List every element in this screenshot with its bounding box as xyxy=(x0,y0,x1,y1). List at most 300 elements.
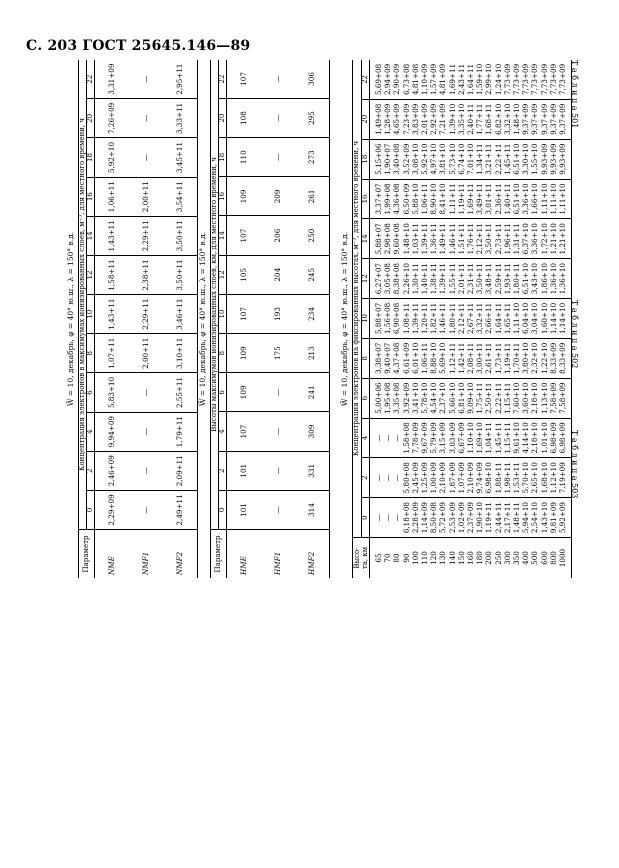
table-cell: 1,60+10 xyxy=(539,302,549,335)
table-cell: 2,46+09 xyxy=(95,451,130,490)
table-cell: 6,27+07 xyxy=(374,263,383,295)
param-name: HME xyxy=(227,530,262,579)
table-row xyxy=(95,60,130,578)
hour-header: 16 xyxy=(87,177,95,216)
table-cell: 101 xyxy=(227,490,262,529)
table-cell: — xyxy=(261,98,295,137)
table-cell: 1,58+11 xyxy=(95,255,130,294)
hour-header: 18 xyxy=(361,139,370,179)
table-cell: 1,98+11 xyxy=(502,462,512,494)
table-cell: 1,08+11 xyxy=(401,302,411,335)
table-cell: 1,38+11 xyxy=(429,263,439,295)
table-cell: 1,00+09 xyxy=(429,462,439,494)
table-cell: 1,21+10 xyxy=(558,223,568,255)
table-cell: 109 xyxy=(227,373,262,412)
table-503-caption: Концентрация электронов на фиксированных высотах, м⁻³, для местного времени, ч xyxy=(353,60,362,538)
table-cell: 6,73+08 xyxy=(401,63,411,96)
table-cell: 109 xyxy=(227,177,262,216)
table-cell: 2,26+10 xyxy=(401,263,411,295)
table-cell: 2,28+09 xyxy=(410,502,420,534)
table-cell: 314 xyxy=(295,490,330,529)
hour-header: 10 xyxy=(219,294,227,333)
table-cell: 6,37+10 xyxy=(521,223,531,255)
table-cell: 107 xyxy=(227,412,262,451)
table-cell: 3,41+10 xyxy=(410,382,420,414)
table-cell: 1,48+11 xyxy=(512,502,522,534)
table-cell: 1,76+11 xyxy=(466,223,476,255)
table-cell: 3,32+11 xyxy=(475,302,485,335)
table-cell: 5,78+10 xyxy=(420,382,430,414)
table-cell: 3,52+09 xyxy=(401,143,411,175)
table-cell: 2,53+09 xyxy=(447,502,457,534)
table-cell: 4,65+09 xyxy=(392,103,402,135)
table-cell: 1,86+10 xyxy=(539,263,549,295)
height-value: 1000 xyxy=(558,548,568,568)
value-column xyxy=(370,378,572,418)
table-row xyxy=(163,60,198,578)
hour-header: 10 xyxy=(87,295,95,334)
table-cell: 5,73+10 xyxy=(447,143,457,175)
table-cell: 1,36+11 xyxy=(429,223,439,255)
table-cell: 101 xyxy=(227,451,262,490)
hour-header: 2 xyxy=(361,458,370,498)
table-cell: 3,40+08 xyxy=(392,143,402,175)
table-cell: 3,01+11 xyxy=(484,183,494,215)
table-cell: 8,38+08 xyxy=(392,263,402,295)
table-cell: 3,33+11 xyxy=(163,99,198,138)
table-cell: 2,90+09 xyxy=(392,63,402,96)
table-cell: 2,73+11 xyxy=(493,223,503,255)
table-cell: 3,43+10 xyxy=(530,263,540,295)
table-cell: 1,30+11 xyxy=(410,263,420,295)
hour-header: 20 xyxy=(87,99,95,138)
table-cell: 7,58+09 xyxy=(548,382,558,414)
table-cell: — xyxy=(129,99,163,138)
table-cell: 1,45+11 xyxy=(493,422,503,454)
hour-header: 12 xyxy=(219,255,227,294)
table-501-title: W̄ = 10, декабрь, φ = 40° ю.ш., λ = 150° в.д. xyxy=(66,231,75,407)
table-cell: 2,36+11 xyxy=(493,183,503,215)
table-cell: 2,54+10 xyxy=(530,502,540,534)
table-cell: 7,01+10 xyxy=(466,143,476,175)
table-cell: 3,92+09 xyxy=(401,382,411,414)
table-cell: 5,83+10 xyxy=(95,373,130,412)
table-cell: 1,51+11 xyxy=(456,223,466,255)
table-cell: 1,14+09 xyxy=(420,502,430,534)
table-cell: 3,50+11 xyxy=(163,255,198,294)
hour-header: 14 xyxy=(219,216,227,255)
table-cell: 1,49+08 xyxy=(374,103,383,135)
hour-header: 14 xyxy=(87,216,95,255)
table-cell: 1,43+10 xyxy=(539,502,549,534)
table-cell: 1,99+08 xyxy=(383,183,393,215)
height-value: 600 xyxy=(539,551,549,565)
table-cell: 2,29+09 xyxy=(95,490,130,529)
table-cell: 7,73+09 xyxy=(530,63,540,96)
table-cell: 4,14+10 xyxy=(521,422,531,454)
table-cell: 5,79+09 xyxy=(429,422,439,454)
height-value: 140 xyxy=(447,551,457,565)
table-cell: 5,15+06 xyxy=(374,143,383,175)
param-name: NME xyxy=(95,530,130,579)
table-cell: 1,07+11 xyxy=(95,334,130,373)
table-cell: 3,10+11 xyxy=(163,334,198,373)
table-cell: 3,48+11 xyxy=(484,263,494,295)
table-cell: 1,14+10 xyxy=(548,302,558,335)
table-cell: 1,15+11 xyxy=(502,382,512,414)
table-cell: 250 xyxy=(295,216,330,255)
table-cell: 2,32+10 xyxy=(530,342,540,374)
table-cell: 2,29+11 xyxy=(129,216,163,255)
value-column xyxy=(370,179,572,219)
table-cell: 9,81+09 xyxy=(548,502,558,534)
table-cell: 2,67+11 xyxy=(466,302,476,335)
table-cell: 3,81+10 xyxy=(438,143,448,175)
table-cell: 1,56+08 xyxy=(383,302,393,335)
table-cell: — xyxy=(383,474,393,482)
table-cell: 5,80+08 xyxy=(401,462,411,494)
table-cell: 1,06+11 xyxy=(95,177,130,216)
hour-header: 12 xyxy=(361,259,370,299)
table-cell: 1,36+10 xyxy=(558,263,568,295)
table-cell: 204 xyxy=(261,255,295,294)
height-value: 130 xyxy=(438,551,448,565)
table-cell: 1,15+11 xyxy=(502,422,512,454)
table-cell: 3,15+09 xyxy=(438,422,448,454)
table-cell: 3,31+09 xyxy=(95,60,130,99)
table-cell: 234 xyxy=(295,294,330,333)
table-cell: 2,40+11 xyxy=(466,103,476,135)
table-cell: 1,02+09 xyxy=(456,502,466,534)
table-cell: 105 xyxy=(227,255,262,294)
table-cell: 7,73+09 xyxy=(512,63,522,96)
table-cell: 9,37+09 xyxy=(558,103,568,135)
table-cell: 1,25+09 xyxy=(420,462,430,494)
hour-header: 6 xyxy=(87,373,95,412)
height-value: 150 xyxy=(456,551,466,565)
height-value: 100 xyxy=(410,551,420,565)
table-502-grid xyxy=(210,60,330,578)
table-cell: 1,34+11 xyxy=(475,143,485,175)
table-cell: 1,13+10 xyxy=(539,382,549,414)
table-cell: 6,01+10 xyxy=(410,342,420,374)
table-cell: 1,64+11 xyxy=(493,302,503,335)
table-cell: 5,88+07 xyxy=(374,302,383,335)
heights-column xyxy=(370,538,572,579)
table-cell: 8,90+10 xyxy=(429,183,439,215)
table-cell: 4,36+08 xyxy=(392,183,402,215)
table-cell: 1,14+10 xyxy=(558,302,568,335)
table-cell: 8,41+10 xyxy=(438,183,448,215)
table-502-label: Т а б л и ц а 502 xyxy=(570,300,579,369)
table-cell: 6,51+10 xyxy=(512,143,522,175)
table-cell: 306 xyxy=(295,60,330,98)
table-cell: 206 xyxy=(261,216,295,255)
table-501-grid xyxy=(78,60,198,578)
table-cell: — xyxy=(129,138,163,177)
value-column xyxy=(370,458,572,498)
table-cell: 2,17+11 xyxy=(502,502,512,534)
table-cell: 2,37+09 xyxy=(466,502,476,534)
table-cell: 2,01+09 xyxy=(420,103,430,135)
param-name: HMF2 xyxy=(295,530,330,579)
table-cell: 3,60+10 xyxy=(521,382,531,414)
table-cell: 5,69+10 xyxy=(438,342,448,374)
table-cell: 261 xyxy=(295,177,330,216)
height-value: 200 xyxy=(484,551,494,565)
table-cell: 6,18+08 xyxy=(401,502,411,534)
table-cell: 6,04+10 xyxy=(521,302,531,335)
table-cell: 1,28+09 xyxy=(383,103,393,135)
param-header: Параметр xyxy=(79,530,95,579)
table-cell: 7,60+10 xyxy=(512,382,522,414)
table-cell: 3,08+10 xyxy=(410,143,420,175)
table-cell: 2,61+11 xyxy=(484,342,494,374)
table-cell: 1,19+11 xyxy=(484,502,494,534)
table-cell: 6,67+09 xyxy=(456,422,466,454)
param-name: NMF1 xyxy=(129,530,163,579)
table-cell: 1,64+11 xyxy=(466,63,476,96)
table-cell: 3,32+10 xyxy=(502,103,512,135)
table-cell: 1,59+10 xyxy=(475,63,485,96)
table-cell: — xyxy=(129,490,163,529)
table-cell: 9,09+10 xyxy=(466,382,476,414)
table-cell: 1,42+11 xyxy=(456,342,466,374)
table-cell: 1,82+11 xyxy=(429,302,439,335)
table-cell: 1,93+11 xyxy=(502,263,512,295)
value-column xyxy=(370,299,572,339)
value-column xyxy=(370,219,572,259)
table-cell: 2,10+09 xyxy=(466,462,476,494)
table-cell: 7,26+09 xyxy=(95,99,130,138)
table-cell: 9,93+09 xyxy=(548,143,558,175)
value-column xyxy=(370,99,572,139)
height-value: 120 xyxy=(429,551,439,565)
table-cell: — xyxy=(374,434,383,442)
table-cell: — xyxy=(374,514,383,522)
table-row xyxy=(227,60,262,578)
table-cell: 1,19+11 xyxy=(502,342,512,374)
table-cell: 5,92+09 xyxy=(558,502,568,534)
table-cell: 5,88+07 xyxy=(374,223,383,255)
hour-header: 14 xyxy=(361,219,370,259)
table-503-grid xyxy=(352,60,572,578)
table-cell: 1,70+11 xyxy=(512,342,522,374)
hour-header: 18 xyxy=(219,138,227,177)
hour-header: 22 xyxy=(361,60,370,99)
hour-header: 22 xyxy=(87,60,95,99)
table-cell: 2,99+10 xyxy=(484,63,494,96)
table-cell: 4,54+10 xyxy=(429,382,439,414)
table-503-label: Т а б л и ц а 503 xyxy=(570,430,579,499)
table-cell: 2,18+10 xyxy=(530,422,540,454)
table-503 xyxy=(340,60,572,578)
table-cell: 3,45+11 xyxy=(163,138,198,177)
table-cell: 1,20+11 xyxy=(420,302,430,335)
hour-header: 12 xyxy=(87,255,95,294)
table-cell: 9,37+09 xyxy=(548,103,558,135)
table-cell: 245 xyxy=(295,255,330,294)
table-cell: 1,53+11 xyxy=(512,462,522,494)
table-cell: 4,37+08 xyxy=(392,342,402,374)
table-cell: 110 xyxy=(227,138,262,177)
table-cell: 7,73+09 xyxy=(548,63,558,96)
table-cell: 1,57+09 xyxy=(429,63,439,96)
table-cell: 2,98+08 xyxy=(383,223,393,255)
table-cell: 5,92+10 xyxy=(420,143,430,175)
value-column xyxy=(370,60,572,99)
page-header: С. 203 ГОСТ 25645.146—89 xyxy=(26,38,251,54)
table-cell: 1,39+10 xyxy=(447,103,457,135)
table-cell: 1,77+11 xyxy=(475,103,485,135)
table-cell: 9,61+10 xyxy=(512,422,522,454)
table-cell: — xyxy=(261,490,295,529)
table-cell: 3,05+08 xyxy=(383,263,393,295)
table-cell: 1,06+11 xyxy=(420,183,430,215)
table-cell: 1,72+10 xyxy=(539,223,549,255)
table-cell: — xyxy=(261,412,295,451)
hour-header: 8 xyxy=(361,338,370,378)
table-502 xyxy=(198,60,330,578)
table-cell: 2,29+11 xyxy=(129,295,163,334)
table-cell: 7,73+09 xyxy=(521,63,531,96)
table-cell: 3,36+10 xyxy=(530,223,540,255)
table-cell: 9,37+09 xyxy=(521,103,531,135)
hour-header: 8 xyxy=(219,334,227,373)
table-cell: 273 xyxy=(295,138,330,177)
table-cell: 1,11+10 xyxy=(558,183,568,215)
table-cell: — xyxy=(392,514,402,522)
table-cell: 1,12+10 xyxy=(548,462,558,494)
table-cell: 1,90+07 xyxy=(383,143,393,175)
table-cell: 2,94+09 xyxy=(383,63,393,96)
table-cell: 6,98+09 xyxy=(558,422,568,454)
table-cell: 1,80+11 xyxy=(512,263,522,295)
hour-header: 6 xyxy=(219,373,227,412)
table-cell: 331 xyxy=(295,451,330,490)
table-cell: 1,10+09 xyxy=(420,63,430,96)
table-cell: 3,50+11 xyxy=(163,216,198,255)
value-column xyxy=(370,418,572,458)
table-cell: — xyxy=(129,451,163,490)
table-cell: — xyxy=(261,60,295,98)
height-value: 180 xyxy=(475,551,485,565)
table-cell: 3,04+10 xyxy=(530,302,540,335)
table-cell: 1,58+08 xyxy=(401,422,411,454)
table-cell: 6,51+10 xyxy=(521,263,531,295)
table-cell: 2,22+11 xyxy=(493,382,503,414)
table-cell: 1,11+11 xyxy=(447,183,457,215)
table-501-caption: Концентрация электронов в максимумах ионизированных слоев, м⁻³, для местного времени, ч xyxy=(79,60,87,530)
table-cell: 193 xyxy=(261,294,295,333)
height-value: 800 xyxy=(548,551,558,565)
table-cell: 3,83+09 xyxy=(410,103,420,135)
table-cell: — xyxy=(374,474,383,482)
hour-header: 2 xyxy=(87,451,95,490)
table-cell: 1,69+11 xyxy=(466,183,476,215)
table-cell: 295 xyxy=(295,98,330,137)
table-cell: 1,79+11 xyxy=(163,412,198,451)
table-cell: 6,90+08 xyxy=(392,302,402,335)
table-cell: 1,39+11 xyxy=(438,263,448,295)
table-cell: — xyxy=(261,451,295,490)
table-cell: 107 xyxy=(227,216,262,255)
table-cell: 3,21+11 xyxy=(484,143,494,175)
height-value: 500 xyxy=(530,551,540,565)
table-cell: 2,65+10 xyxy=(530,462,540,494)
table-cell: — xyxy=(129,373,163,412)
table-cell: 7,73+09 xyxy=(539,63,549,96)
table-cell: 1,19+11 xyxy=(456,183,466,215)
table-503-title: W̄ = 10, декабрь, φ = 40° ю.ш., λ = 150° в.д. xyxy=(340,231,349,407)
table-cell: 1,75+11 xyxy=(475,382,485,414)
height-value: 90 xyxy=(401,553,411,563)
table-cell: 2,12+11 xyxy=(475,223,485,255)
table-cell: 1,43+11 xyxy=(95,216,130,255)
table-cell: 9,93+09 xyxy=(558,143,568,175)
table-cell: 6,98+10 xyxy=(484,462,494,494)
table-cell: 3,35+10 xyxy=(456,103,466,135)
table-cell: 1,65+11 xyxy=(502,302,512,335)
table-cell: 9,93+09 xyxy=(539,143,549,175)
table-cell: 1,22+10 xyxy=(539,342,549,374)
table-cell: 1,48+10 xyxy=(401,223,411,255)
table-cell: 1,06+11 xyxy=(420,342,430,374)
table-cell: 1,68+10 xyxy=(539,462,549,494)
table-cell: 3,30+10 xyxy=(521,143,531,175)
table-cell: 6,61+09 xyxy=(401,342,411,374)
table-cell: 1,69+11 xyxy=(447,63,457,96)
table-cell: 1,40+11 xyxy=(420,263,430,295)
table-cell: 6,81+10 xyxy=(456,382,466,414)
hour-header: 20 xyxy=(219,98,227,137)
table-cell: 9,60+08 xyxy=(392,223,402,255)
value-column xyxy=(370,139,572,179)
value-column xyxy=(370,498,572,538)
table-cell: 1,49+11 xyxy=(438,223,448,255)
table-cell: 9,37+09 xyxy=(530,103,540,135)
table-cell: 6,50+09 xyxy=(401,183,411,215)
table-cell: 7,73+09 xyxy=(502,63,512,96)
table-cell: 9,74+09 xyxy=(475,462,485,494)
table-cell: 7,58+09 xyxy=(558,382,568,414)
table-cell: 2,45+09 xyxy=(410,462,420,494)
table-cell: 107 xyxy=(227,60,262,98)
height-value: 250 xyxy=(493,551,503,565)
height-value: 350 xyxy=(512,551,522,565)
table-cell: 1,21+10 xyxy=(548,223,558,255)
table-cell: 3,80+10 xyxy=(521,342,531,374)
table-cell: 6,82+10 xyxy=(493,103,503,135)
table-cell: 8,88+10 xyxy=(429,342,439,374)
table-cell: 1,40+11 xyxy=(502,183,512,215)
hour-header: 10 xyxy=(361,299,370,339)
table-cell: 9,37+09 xyxy=(539,103,549,135)
table-cell: 2,49+11 xyxy=(163,490,198,529)
table-row xyxy=(295,60,330,578)
table-cell: 3,03+09 xyxy=(447,422,457,454)
table-cell: 2,31+11 xyxy=(466,263,476,295)
value-column xyxy=(370,259,572,299)
table-cell: 109 xyxy=(227,334,262,373)
table-501-label: Т а б л и ц а 501 xyxy=(570,60,579,129)
table-cell: 4,81+08 xyxy=(410,63,420,96)
table-cell: 5,66+10 xyxy=(447,382,457,414)
hour-header: 18 xyxy=(87,138,95,177)
table-cell: 1,45+11 xyxy=(502,143,512,175)
height-value: 160 xyxy=(466,551,476,565)
table-cell: 1,12+11 xyxy=(447,342,457,374)
